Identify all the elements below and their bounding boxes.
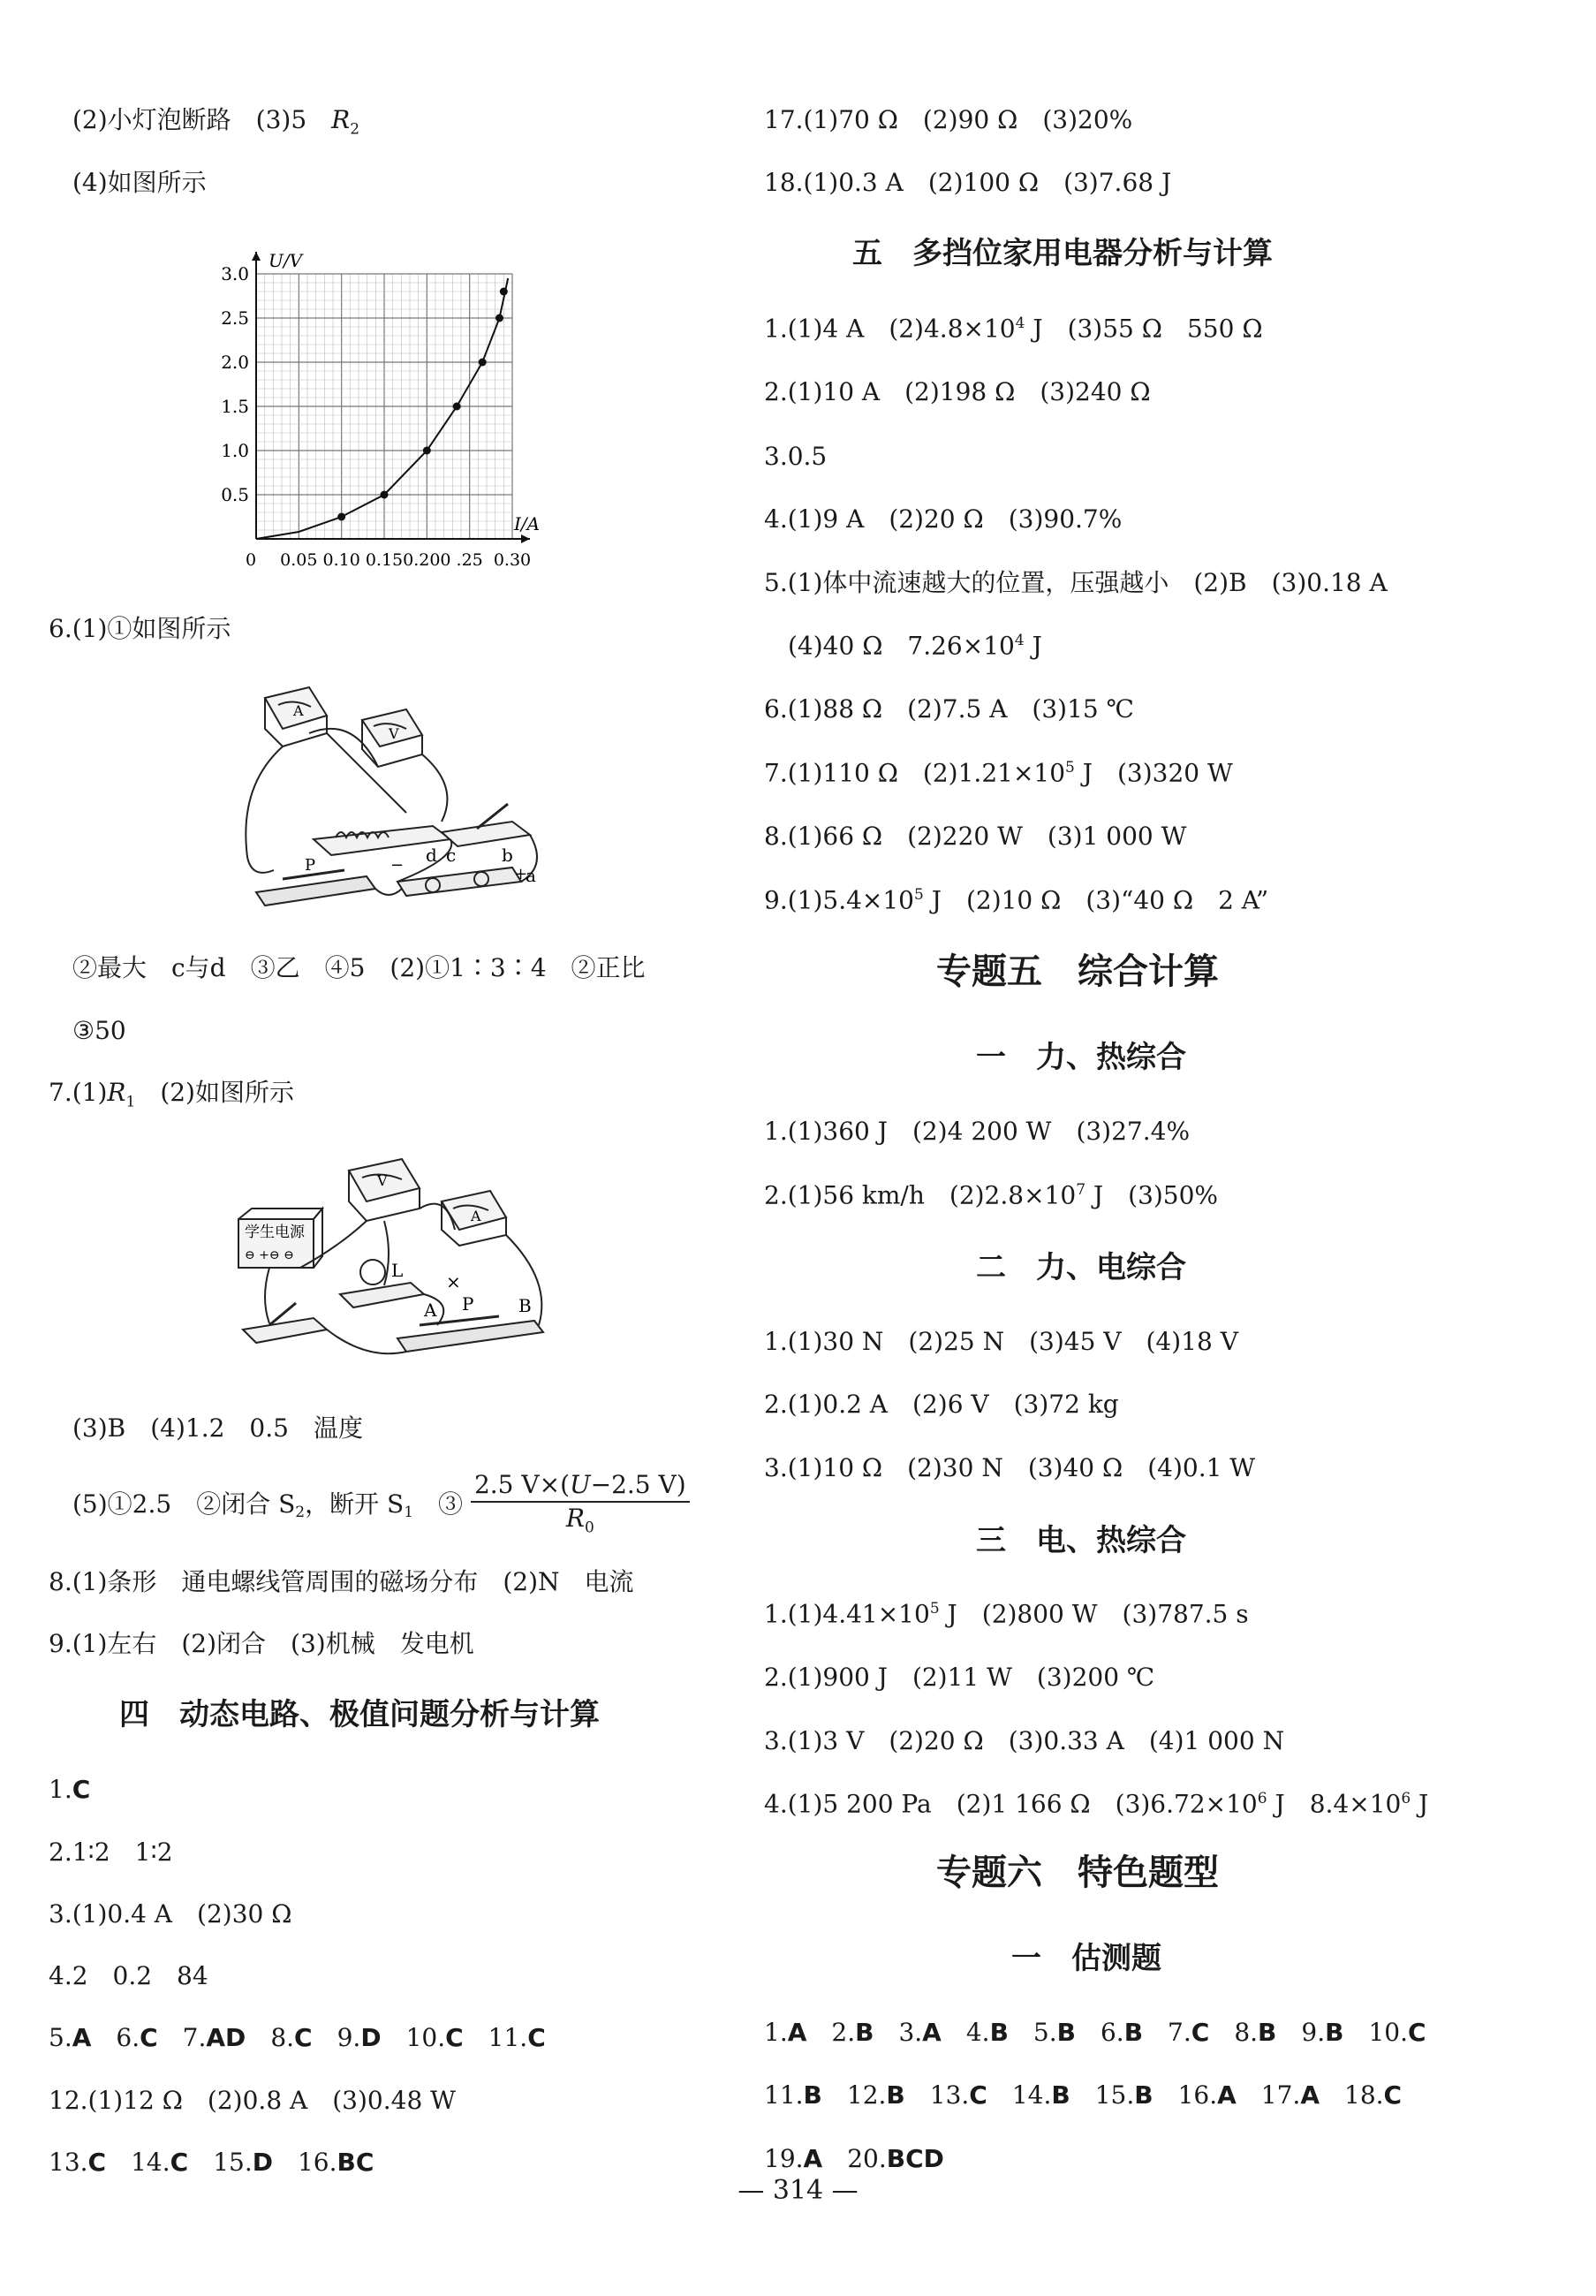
choice-answer <box>270 2023 313 2052</box>
question-number: 17. <box>1260 2080 1301 2110</box>
answer-line: 8.(1)条形 通电螺线管周围的磁场分布 (2)N 电流 <box>49 1567 634 1596</box>
answer-letter: C <box>1383 2080 1403 2110</box>
question-number: 15. <box>213 2148 253 2177</box>
answer-letter: B <box>1258 2018 1277 2047</box>
answer-letter: C <box>140 2023 158 2052</box>
u-i-graph <box>194 239 565 574</box>
answer-line <box>764 2020 1426 2045</box>
x-tick-label: .25 <box>456 550 483 570</box>
y-axis-label: U/V <box>269 250 303 271</box>
svg-text:d: d <box>426 845 437 866</box>
answer-letter: B <box>1325 2018 1344 2047</box>
circuit-diagram-2 <box>234 1148 561 1369</box>
data-point <box>479 359 487 367</box>
choice-answer <box>1301 2020 1343 2045</box>
answer-line: 2.(1)56 km/h $(2)2.8\times 10^7$ J (3)50% <box>764 1180 1219 1210</box>
choice-answer <box>1234 2020 1276 2045</box>
y-tick-label: 1.5 <box>221 396 249 417</box>
question-number: 2. <box>831 2018 856 2047</box>
answer-line: 4.2 0.2 84 <box>49 1961 208 1990</box>
x-tick-label: 0.10 <box>322 550 360 570</box>
answer-line: 1.(1)360 J (2)4 200 W (3)27.4% <box>764 1117 1191 1146</box>
choice-answer <box>1033 2020 1076 2045</box>
answer-line: 2.(1)10 A (2)198 Ω (3)240 Ω <box>764 377 1151 406</box>
question-number: 12. <box>846 2080 887 2110</box>
question-number: 8. <box>1234 2018 1259 2047</box>
answer-letter: D <box>252 2148 273 2177</box>
section-heading: 一 力、热综合 <box>976 1040 1186 1075</box>
section-heading: 三 电、热综合 <box>976 1523 1186 1558</box>
answer-line: 2.1∶2 1∶2 <box>49 1838 173 1867</box>
choice-answer <box>1011 2080 1070 2110</box>
question-number: 20. <box>847 2144 887 2173</box>
data-point <box>381 491 389 499</box>
answer-line: (4)如图所示 <box>72 168 207 197</box>
question-number: 6. <box>116 2023 140 2052</box>
section-heading: 五 多挡位家用电器分析与计算 <box>852 236 1273 271</box>
svg-text:学生电源: 学生电源 <box>245 1224 305 1241</box>
answer-letter: BCD <box>886 2144 944 2173</box>
question-number: 10. <box>1368 2018 1408 2047</box>
answer-line: 6.(1)①如图所示 <box>49 614 231 643</box>
choice-answer <box>1344 2080 1403 2110</box>
u-i-curve <box>256 278 508 539</box>
choice-answer <box>298 2150 374 2175</box>
answer-letter: C <box>87 2148 107 2177</box>
choice-answer <box>1177 2080 1237 2110</box>
x-tick-label: 0.15 <box>365 550 404 570</box>
svg-text:P: P <box>462 1293 474 1315</box>
answer-line: 5.(1)体中流速越大的位置，压强越小 (2)B (3)0.18 A <box>764 568 1388 597</box>
question-number: 6. <box>1100 2018 1124 2047</box>
choice-answer <box>764 2020 806 2045</box>
answer-letter: C <box>969 2080 987 2110</box>
question-number: 5. <box>1032 2018 1057 2047</box>
y-tick-label: 0.5 <box>221 484 249 505</box>
svg-text:V: V <box>377 1172 388 1189</box>
question-number: 4. <box>965 2018 990 2047</box>
svg-text:a: a <box>526 865 536 886</box>
answer-letter: C <box>445 2023 464 2052</box>
svg-text:B: B <box>518 1295 532 1316</box>
x-tick-label: 0.200 <box>403 550 451 570</box>
choice-answer <box>846 2080 905 2110</box>
svg-text:A: A <box>293 702 304 719</box>
question-number: 7. <box>182 2023 207 2052</box>
choice-answer <box>49 2023 92 2052</box>
choice-answer <box>764 2080 822 2110</box>
answer-line: 4.(1)9 A (2)20 Ω (3)90.7% <box>764 504 1123 534</box>
answer-line: 3.(1)0.4 A (2)30 Ω <box>49 1899 292 1928</box>
svg-text:P: P <box>305 856 316 875</box>
answer-letter: B <box>855 2018 874 2047</box>
answer-line: 18.(1)0.3 A (2)100 Ω (3)7.68 J <box>764 168 1172 197</box>
answer-line: $1.(1)4.41\times 10^5$ J (2)800 W (3)787.5 s <box>764 1599 1249 1629</box>
answer-line: 9.(1)左右 (2)闭合 (3)机械 发电机 <box>49 1629 474 1658</box>
x-tick-label: 0.05 <box>280 550 318 570</box>
choice-answer <box>1260 2080 1320 2110</box>
svg-text:−: − <box>390 856 405 875</box>
answer-letter: B <box>989 2018 1009 2047</box>
svg-text:A: A <box>471 1208 481 1224</box>
answer-letter: A <box>1300 2080 1320 2110</box>
choice-answer <box>1368 2020 1426 2045</box>
question-number: 10. <box>405 2023 446 2052</box>
choice-answer <box>1101 2020 1143 2045</box>
page-number: — 314 — <box>737 2175 859 2206</box>
answer-line: 17.(1)70 Ω (2)90 Ω (3)20% <box>764 105 1133 134</box>
question-number: 16. <box>297 2148 337 2177</box>
x-tick-label: 0 <box>245 550 257 570</box>
answer-line: 3.0.5 <box>764 442 828 471</box>
answer-letter: A <box>803 2144 823 2173</box>
answer-letter: C <box>1407 2018 1426 2047</box>
choice-answer <box>131 2150 188 2175</box>
choice-answer <box>337 2023 382 2052</box>
answer-letter: B <box>803 2080 822 2110</box>
data-point <box>423 447 431 455</box>
answer-line <box>49 2150 374 2175</box>
answer-letter: D <box>360 2023 382 2052</box>
question-number: 8. <box>270 2023 295 2052</box>
question-number: 14. <box>131 2148 170 2177</box>
question-number: 15. <box>1094 2080 1135 2110</box>
svg-text:b: b <box>502 845 513 866</box>
question-number: 7. <box>1168 2018 1191 2047</box>
answer-letter: A <box>787 2018 807 2047</box>
section-heading: 一 估测题 <box>1011 1941 1161 1976</box>
answer-line: (5)①2.5 ②闭合 $S_2$，断开 $S_1$ ③ $\frac{2.5 V\times(U-2.5 V)}{R_0}$ <box>72 1471 690 1537</box>
answer-line: 3.(1)10 Ω (2)30 N (3)40 Ω (4)0.1 W <box>764 1453 1256 1482</box>
svg-text:A: A <box>424 1300 437 1321</box>
answer-letter: C <box>170 2148 189 2177</box>
answer-line <box>49 2023 546 2052</box>
answer-line: 1.(1)4 A $(2)4.8\times 10^4$ J (3)55 Ω 550 Ω <box>764 314 1263 344</box>
data-point <box>337 513 345 521</box>
x-tick-label: 0.30 <box>493 550 532 570</box>
answer-letter: B <box>1051 2080 1070 2110</box>
y-axis-arrow <box>252 252 261 261</box>
answer-line: 1.(1)30 N (2)25 N (3)45 V (4)18 V <box>764 1327 1238 1356</box>
x-axis-label: I/A <box>514 513 541 534</box>
choice-answer <box>847 2144 944 2173</box>
y-tick-label: 2.5 <box>221 307 249 329</box>
question-number: 16. <box>1177 2080 1218 2110</box>
topic-heading: 专题六 特色题型 <box>936 1853 1219 1893</box>
topic-heading: 专题五 综合计算 <box>936 951 1219 992</box>
answer-letter: C <box>294 2023 313 2052</box>
answer-letter: AD <box>206 2023 246 2052</box>
choice-answer <box>966 2020 1009 2045</box>
question-number: 19. <box>764 2144 804 2173</box>
answer-line: 2.(1)900 J (2)11 W (3)200 ℃ <box>764 1663 1155 1692</box>
question-number: 18. <box>1344 2080 1384 2110</box>
y-tick-label: 1.0 <box>221 440 249 461</box>
answer-line: 12.(1)12 Ω (2)0.8 A (3)0.48 W <box>49 2086 456 2115</box>
question-number: 5. <box>49 2023 72 2052</box>
answer-line <box>764 2144 944 2173</box>
answer-letter: B <box>1123 2018 1144 2047</box>
answer-line: 6.(1)88 Ω (2)7.5 A (3)15 ℃ <box>764 694 1134 724</box>
choice-answer <box>488 2023 546 2052</box>
choice-answer <box>405 2023 464 2052</box>
svg-text:L: L <box>391 1260 404 1281</box>
y-tick-label: 2.0 <box>221 352 249 373</box>
data-point <box>453 403 461 411</box>
answer-line: $7.(1)R_1$ (2)如图所示 <box>49 1078 294 1111</box>
answer-line <box>764 2080 1403 2110</box>
answer-letter: C <box>1191 2018 1210 2047</box>
svg-text:×: × <box>446 1271 461 1292</box>
answer-letter: B <box>886 2080 905 2110</box>
answer-line: 2.(1)0.2 A (2)6 V (3)72 kg <box>764 1390 1119 1419</box>
section-heading: 四 动态电路、极值问题分析与计算 <box>119 1697 600 1732</box>
answer-line: 4.(1)5 200 Pa (2)1 166 Ω $(3)6.72\times 10^6$ J $8.4\times 10^6$ J <box>764 1789 1429 1819</box>
question-number: 9. <box>337 2023 361 2052</box>
question-number: 14. <box>1011 2080 1052 2110</box>
svg-text:+: + <box>514 865 528 883</box>
question-number: 9. <box>1301 2018 1326 2047</box>
answer-line: 3.(1)3 V (2)20 Ω (3)0.33 A (4)1 000 N <box>764 1726 1285 1755</box>
question-number: 3. <box>898 2018 923 2047</box>
section-heading: 二 力、电综合 <box>976 1250 1186 1285</box>
x-axis-arrow <box>521 534 530 543</box>
answer-letter: A <box>922 2018 942 2047</box>
choice-answer <box>929 2080 987 2110</box>
answer-letter: A <box>1217 2080 1237 2110</box>
answer-line: 1.C <box>49 1775 91 1804</box>
choice-answer <box>182 2023 246 2052</box>
choice-answer <box>116 2023 158 2052</box>
answer-line: ③50 <box>72 1016 126 1045</box>
choice-answer <box>49 2150 106 2175</box>
choice-answer <box>213 2150 273 2175</box>
answer-letter: C <box>527 2023 546 2052</box>
formula-fraction: $\frac{2.5 V\times(U-2.5 V)}{R_0}$ <box>471 1471 690 1537</box>
answer-letter: B <box>1134 2080 1154 2110</box>
answer-letter: B <box>1056 2018 1076 2047</box>
answer-letter: BC <box>337 2148 374 2177</box>
choice-answer <box>1168 2020 1209 2045</box>
question-number: 11. <box>764 2080 804 2110</box>
question-number: 13. <box>49 2148 88 2177</box>
choice-answer <box>898 2020 941 2045</box>
choice-answer <box>1094 2080 1154 2110</box>
data-point <box>500 288 508 296</box>
svg-text:V: V <box>389 725 399 742</box>
answer-line: (3)B (4)1.2 0.5 温度 <box>72 1413 363 1443</box>
answer-line: $9.(1)5.4\times 10^5$ J (2)10 Ω (3)“40 Ω 2 A” <box>764 885 1269 915</box>
svg-text:⊖ +⊖ ⊖: ⊖ +⊖ ⊖ <box>245 1248 294 1262</box>
question-number: 11. <box>488 2023 528 2052</box>
answer-line: 7.(1)110 Ω $(2)1.21\times 10^5$ J (3)320 W <box>764 758 1233 788</box>
svg-text:c: c <box>446 845 457 866</box>
answer-line: 8.(1)66 Ω (2)220 W (3)1 000 W <box>764 822 1187 851</box>
answer-letter: A <box>72 2023 92 2052</box>
data-point <box>495 314 503 322</box>
circuit-diagram-1 <box>230 680 548 910</box>
y-tick-label: 3.0 <box>221 263 249 284</box>
choice-answer <box>764 2144 823 2173</box>
question-number: 1. <box>764 2018 788 2047</box>
question-number: 13. <box>929 2080 970 2110</box>
answer-line: (2)小灯泡断路 (3)5 $R_2$ <box>72 105 360 139</box>
answer-line: (4)40 Ω $7.26\times 10^4$ J <box>788 631 1042 661</box>
choice-answer <box>831 2020 874 2045</box>
answer-line: ②最大 c与d ③乙 ④5 (2)①1∶3∶4 ②正比 <box>72 953 646 982</box>
